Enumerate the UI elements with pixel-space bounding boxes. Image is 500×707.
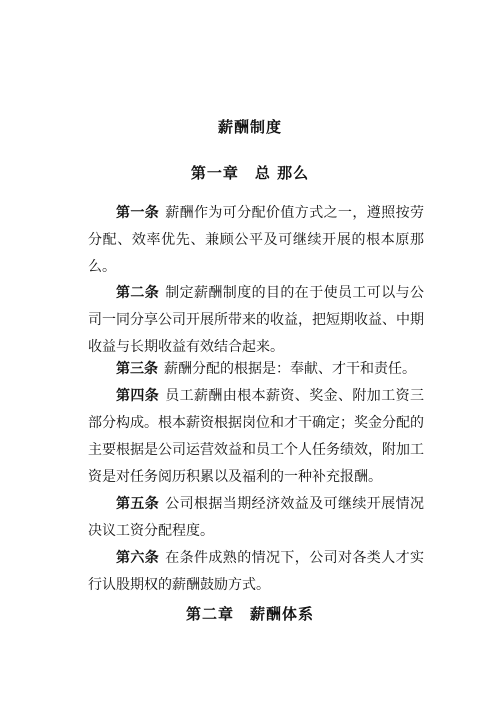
- article-text: 在条件成熟的情况下，公司对各类人才实行认股期权的薪酬鼓励方式。: [88, 550, 425, 593]
- article-text: 公司根据当期经济效益及可继续开展情况决议工资分配程度。: [88, 496, 425, 539]
- article-text: 员工薪酬由根本薪资、奖金、附加工资三部分构成。根本薪资根据岗位和才干确定；奖金分配的主要根据是公司运营效益和员工个人任务绩效，附加工资是对任务阅历积累以及福利的一种补充报酬。: [88, 388, 425, 485]
- article-number: 第二条: [116, 285, 160, 301]
- article-number: 第六条: [116, 550, 160, 566]
- articles-3-to-6: [88, 356, 424, 599]
- article-1: [88, 200, 424, 281]
- article-number: 第三条: [116, 361, 158, 377]
- chapter-2-heading: 第二章 薪酬体系: [185, 605, 314, 623]
- article-4: [88, 383, 424, 491]
- article-text: 薪酬作为可分配价值方式之一，遵照按劳分配、效率优先、兼顾公平及可继续开展的根本原那么。: [88, 205, 425, 275]
- article-6: [88, 545, 424, 599]
- article-text: 制定薪酬制度的目的在于使员工可以与公司一同分享公司开展所带来的收益，把短期收益、中期收益与长期收益有效结合起来。: [88, 285, 425, 355]
- article-number: 第一条: [116, 205, 160, 221]
- article-2: [88, 280, 424, 361]
- article-3: [88, 356, 424, 383]
- article-number: 第五条: [116, 496, 160, 512]
- chapter-1-heading: 第一章 总 那么: [190, 164, 310, 182]
- article-5: [88, 491, 424, 545]
- article-number: 第四条: [116, 388, 160, 404]
- document-title: 薪酬制度: [217, 118, 282, 136]
- article-text: 薪酬分配的根据是：奉献、才干和责任。: [164, 361, 416, 377]
